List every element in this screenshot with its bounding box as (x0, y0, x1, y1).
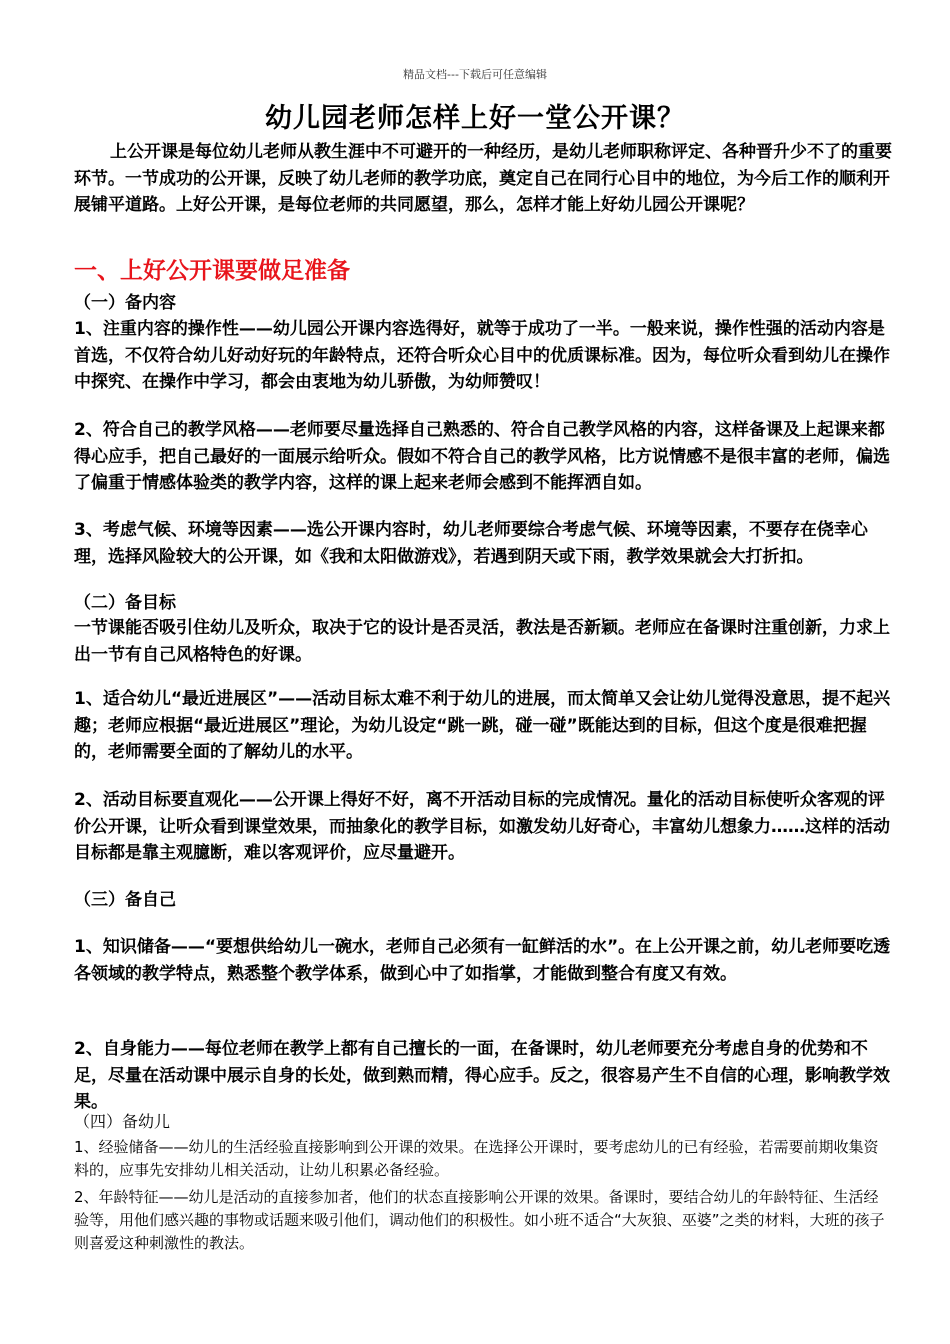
subheading-children: （四）备幼儿 (74, 1112, 171, 1131)
goals-paragraph-2: 2、活动目标要直观化——公开课上得好不好，离不开活动目标的完成情况。量化的活动目标使听众客观的评价公开课，让听众看到课堂效果，而抽象化的教学目标，如激发幼儿好奇心，丰富幼儿想象力……这样的活动目标都是靠主观臆断，难以客观评价，应尽量避开。 (74, 790, 890, 863)
content-paragraph-3: 3、考虑气候、环境等因素——选公开课内容时，幼儿老师要综合考虑气候、环境等因素，不要存在侥幸心理，选择风险较大的公开课，如《我和太阳做游戏》，若遇到阴天或下雨，教学效果就会大打折扣。 (74, 520, 868, 567)
content-paragraph-1: 1、注重内容的操作性——幼儿园公开课内容选得好，就等于成功了一半。一般来说，操作性强的活动内容是首选，不仅符合幼儿好动好玩的年龄特点，还符合听众心目中的优质课标准。因为，每位听众看到幼儿在操作中探究、在操作中学习，都会由衷地为幼儿骄傲，为幼师赞叹！ (74, 319, 890, 392)
goals-paragraph-1: 1、适合幼儿“最近进展区”——活动目标太难不利于幼儿的进展，而太简单又会让幼儿觉得没意思，提不起兴趣；老师应根据“最近进展区”理论，为幼儿设定“跳一跳，碰一碰”既能达到的目标，但这个度是很难把握的，老师需要全面的了解幼儿的水平。 (74, 689, 891, 762)
content-paragraph-2: 2、符合自己的教学风格——老师要尽量选择自己熟悉的、符合自己教学风格的内容，这样备课及上起课来都得心应手，把自己最好的一面展示给听众。假如不符合自己的教学风格，比方说情感不是很丰富的老师，偏选了偏重于情感体验类的教学内容，这样的课上起来老师会感到不能挥洒自如。 (74, 420, 890, 493)
goals-intro-paragraph: 一节课能否吸引住幼儿及听众，取决于它的设计是否灵活，教法是否新颖。老师应在备课时注重创新，力求上出一节有自己风格特色的好课。 (74, 618, 890, 665)
subheading-content: （一）备内容 (74, 293, 176, 313)
section-heading-1: 一、上好公开课要做足准备 (74, 258, 350, 284)
subheading-self: （三）备自己 (74, 890, 176, 910)
document-title: 幼儿园老师怎样上好一堂公开课？ (265, 103, 685, 134)
children-paragraph-1: 1、经验储备——幼儿的生活经验直接影响到公开课的效果。在选择公开课时，要考虑幼儿的已有经验，若需要前期收集资料的，应事先安排幼儿相关活动，让幼儿积累必备经验。 (74, 1138, 879, 1179)
page-header: 精品文档---下载后可任意编辑 (403, 68, 547, 81)
intro-paragraph: 上公开课是每位幼儿老师从教生涯中不可避开的一种经历，是幼儿老师职称评定、各种晋升少不了的重要环节。一节成功的公开课，反映了幼儿老师的教学功底，奠定自己在同行心目中的地位，为今后工作的顺利开展铺平道路。上好公开课，是每位老师的共同愿望，那么，怎样才能上好幼儿园公开课呢？ (74, 142, 892, 215)
self-paragraph-1: 1、知识储备——“要想供给幼儿一碗水，老师自己必须有一缸鲜活的水”。在上公开课之前，幼儿老师要吃透各领域的教学特点，熟悉整个教学体系，做到心中了如指掌，才能做到整合有度又有效。 (74, 937, 891, 984)
self-paragraph-2: 2、自身能力——每位老师在教学上都有自己擅长的一面，在备课时，幼儿老师要充分考虑自身的优势和不足，尽量在活动课中展示自身的长处，做到熟而精，得心应手。反之，很容易产生不自信的心理，影响教学效果。 (74, 1039, 890, 1112)
subheading-goals: （二）备目标 (74, 593, 176, 613)
children-paragraph-2: 2、年龄特征——幼儿是活动的直接参加者，他们的状态直接影响公开课的效果。备课时，要结合幼儿的年龄特征、生活经验等，用他们感兴趣的事物或话题来吸引他们，调动他们的积极性。如小班不适合“大灰狼、巫婆”之类的材料，大班的孩子则喜爱这种刺激性的教法。 (74, 1188, 885, 1252)
